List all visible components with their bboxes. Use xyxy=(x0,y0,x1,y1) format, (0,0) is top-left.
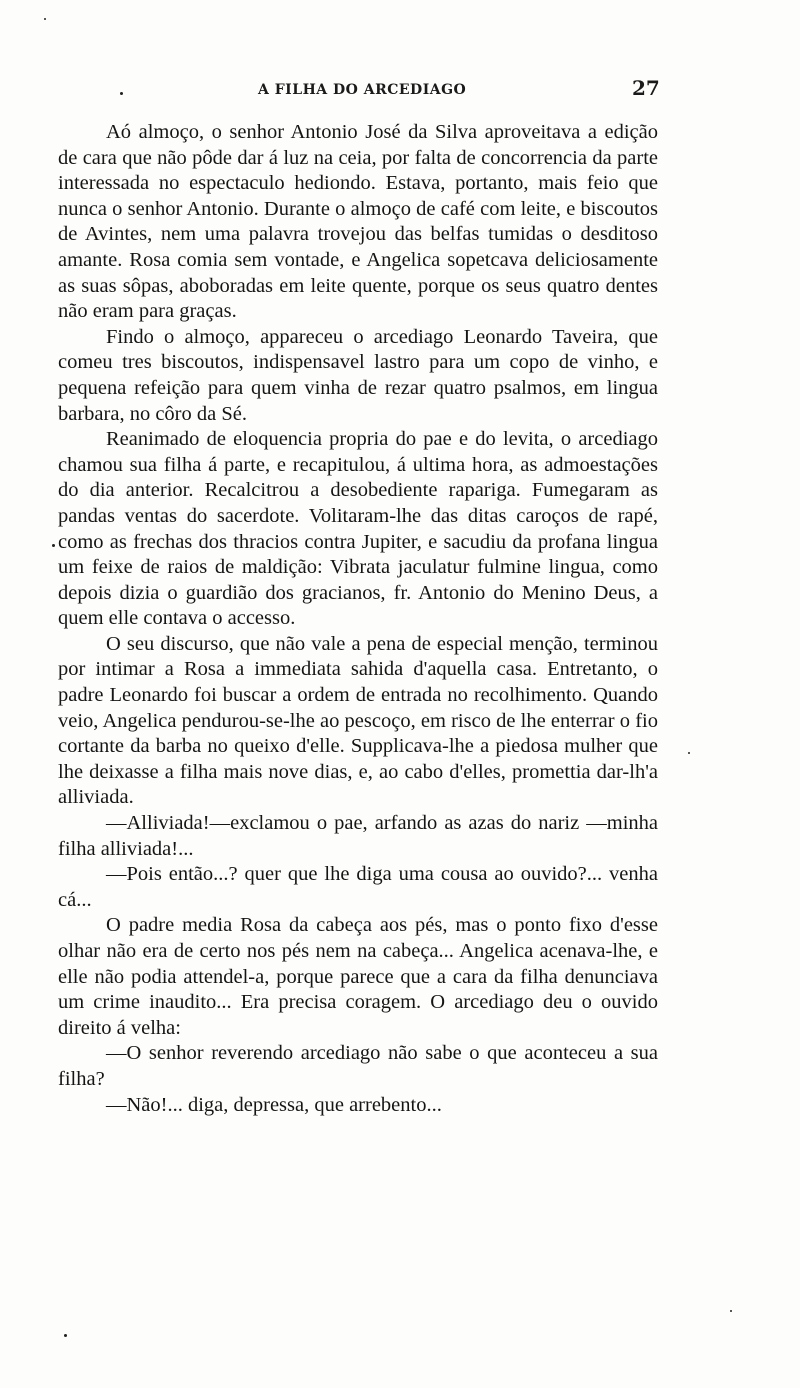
print-speck xyxy=(120,92,123,95)
print-speck xyxy=(64,1334,67,1337)
print-speck xyxy=(52,544,55,547)
paragraph: —Alliviada!—exclamou o pae, arfando as azas do nariz —minha filha alliviada!... xyxy=(58,812,658,860)
paragraph: Reanimado de eloquencia propria do pae e do levita, o arcediago chamou sua filha á parte, e recapitulou, á ultima hora, as admoestações do dia anterior. Recalcitrou a desobediente rapariga. Fumegaram as pandas ventas do sacerdote. Volitaram-lhe das ditas caroços de rapé, como as frechas dos thracios contra Jupiter, e sacudiu da profana lingua um feixe de raios de maldição: Vibrata jaculatur fulmine lingua, como depois dizia o guardião dos gracianos, fr. Antonio do Menino Deus, a quem elle contava o accesso. xyxy=(58,428,658,630)
body-text xyxy=(58,120,658,1118)
paragraph: —Não!... diga, depressa, que arrebento... xyxy=(106,1093,442,1116)
paragraph: Aó almoço, o senhor Antonio José da Silva aproveitava a edição de cara que não pôde dar á luz na ceia, por falta de concorrencia da parte interessada no espectaculo hediondo. Estava, portanto, mais feio que nunca o senhor Antonio. Durante o almoço de café com leite, e biscoutos de Avintes, nem uma palavra trovejou das belfas tumidas o desditoso amante. Rosa comia sem vontade, e Angelica sopetcava deliciosamente as suas sôpas, aboboradas em leite quente, porque os seus quatro dentes não eram para graças. xyxy=(58,121,658,323)
paragraph: —Pois então...? quer que lhe diga uma cousa ao ouvido?... venha cá... xyxy=(58,863,658,911)
print-speck xyxy=(688,752,690,754)
paragraph: O seu discurso, que não vale a pena de especial menção, terminou por intimar a Rosa a immediata sahida d'aquella casa. Entretanto, o padre Leonardo foi buscar a ordem de entrada no recolhimento. Quando veio, Angelica pendurou-se-lhe ao pescoço, em risco de lhe enterrar o fio cortante da barba no queixo d'elle. Supplicava-lhe a piedosa mulher que lhe deixasse a filha mais nove dias, e, ao cabo d'elles, promettia dar-lh'a alliviada. xyxy=(58,632,658,809)
print-speck xyxy=(44,18,46,20)
print-speck xyxy=(730,1310,732,1312)
paragraph: O padre media Rosa da cabeça aos pés, mas o ponto fixo d'esse olhar não era de certo nos pés nem na cabeça... Angelica acenava-lhe, e elle não podia attendel-a, porque parece que a cara da filha denunciava um crime inaudito... Era precisa coragem. O arcediago deu o ouvido direito á velha: xyxy=(58,914,658,1039)
running-title: A FILHA DO ARCEDIAGO xyxy=(258,82,467,98)
paragraph: Findo o almoço, appareceu o arcediago Leonardo Taveira, que comeu tres biscoutos, indispensavel lastro para um copo de vinho, e pequena refeição para quem vinha de rezar quatro psalmos, em lingua barbara, no côro da Sé. xyxy=(58,325,658,425)
page-number: 27 xyxy=(632,76,660,100)
paragraph: —O senhor reverendo arcediago não sabe o que aconteceu a sua filha? xyxy=(58,1042,658,1090)
